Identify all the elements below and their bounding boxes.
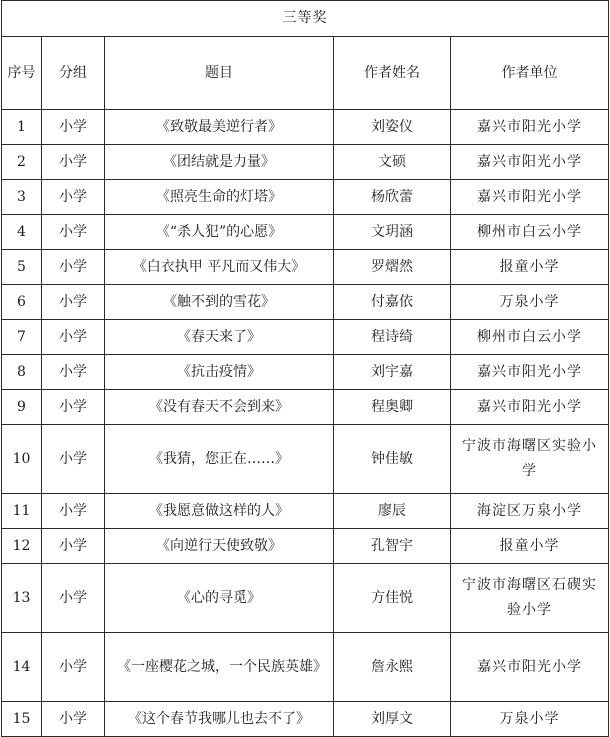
header-topic: 题目 (105, 37, 334, 110)
cell-author: 文玥涵 (334, 215, 451, 250)
cell-seq: 12 (2, 529, 42, 564)
cell-group: 小学 (42, 250, 105, 285)
header-unit: 作者单位 (451, 37, 609, 110)
cell-group: 小学 (42, 390, 105, 425)
cell-author: 钟佳敏 (334, 425, 451, 494)
cell-topic: 《我猜，您正在……》 (105, 425, 334, 494)
cell-unit: 报童小学 (451, 250, 609, 285)
cell-group: 小学 (42, 494, 105, 529)
cell-topic: 《“杀人犯”的心愿》 (105, 215, 334, 250)
cell-group: 小学 (42, 355, 105, 390)
cell-seq: 8 (2, 355, 42, 390)
cell-seq: 13 (2, 564, 42, 633)
table-row (2, 425, 609, 494)
cell-group: 小学 (42, 145, 105, 180)
cell-unit: 柳州市白云小学 (451, 215, 609, 250)
cell-author: 廖辰 (334, 494, 451, 529)
cell-author: 詹永熙 (334, 633, 451, 702)
header-seq: 序号 (2, 37, 42, 110)
table-row (2, 285, 609, 320)
table-row (2, 494, 609, 529)
table-row (2, 145, 609, 180)
table-row (2, 355, 609, 390)
cell-author: 刘宇嘉 (334, 355, 451, 390)
cell-seq: 1 (2, 110, 42, 145)
cell-author: 付嘉依 (334, 285, 451, 320)
cell-topic: 《触不到的雪花》 (105, 285, 334, 320)
cell-author: 孔智宇 (334, 529, 451, 564)
table-row (2, 390, 609, 425)
cell-unit: 宁波市海曙区实验小学 (451, 425, 609, 494)
table-row (2, 633, 609, 702)
cell-seq: 10 (2, 425, 42, 494)
cell-topic: 《我愿意做这样的人》 (105, 494, 334, 529)
table-row (2, 250, 609, 285)
cell-topic: 《这个春节我哪儿也去不了》 (105, 702, 334, 737)
cell-seq: 14 (2, 633, 42, 702)
cell-topic: 《心的寻觅》 (105, 564, 334, 633)
cell-group: 小学 (42, 320, 105, 355)
cell-topic: 《团结就是力量》 (105, 145, 334, 180)
cell-seq: 2 (2, 145, 42, 180)
cell-group: 小学 (42, 425, 105, 494)
table-row (2, 180, 609, 215)
cell-topic: 《春天来了》 (105, 320, 334, 355)
cell-topic: 《抗击疫情》 (105, 355, 334, 390)
table-row (2, 320, 609, 355)
award-table (1, 0, 609, 737)
cell-author: 刘厚文 (334, 702, 451, 737)
cell-unit: 嘉兴市阳光小学 (451, 180, 609, 215)
cell-author: 方佳悦 (334, 564, 451, 633)
cell-unit: 嘉兴市阳光小学 (451, 633, 609, 702)
table-row (2, 110, 609, 145)
cell-author: 杨欣蕾 (334, 180, 451, 215)
cell-seq: 7 (2, 320, 42, 355)
cell-topic: 《照亮生命的灯塔》 (105, 180, 334, 215)
table-row (2, 529, 609, 564)
cell-group: 小学 (42, 110, 105, 145)
cell-seq: 9 (2, 390, 42, 425)
cell-group: 小学 (42, 529, 105, 564)
cell-group: 小学 (42, 633, 105, 702)
cell-seq: 3 (2, 180, 42, 215)
cell-group: 小学 (42, 702, 105, 737)
cell-unit: 嘉兴市阳光小学 (451, 145, 609, 180)
cell-group: 小学 (42, 215, 105, 250)
cell-unit: 柳州市白云小学 (451, 320, 609, 355)
cell-author: 罗熠然 (334, 250, 451, 285)
cell-topic: 《白衣执甲 平凡而又伟大》 (105, 250, 334, 285)
cell-unit: 嘉兴市阳光小学 (451, 390, 609, 425)
cell-seq: 11 (2, 494, 42, 529)
cell-group: 小学 (42, 285, 105, 320)
cell-author: 程诗绮 (334, 320, 451, 355)
table-row (2, 215, 609, 250)
cell-topic: 《致敬最美逆行者》 (105, 110, 334, 145)
cell-author: 刘姿仪 (334, 110, 451, 145)
cell-group: 小学 (42, 180, 105, 215)
award-table-container (1, 0, 609, 737)
cell-author: 程奥卿 (334, 390, 451, 425)
cell-unit: 报童小学 (451, 529, 609, 564)
cell-seq: 5 (2, 250, 42, 285)
header-author: 作者姓名 (334, 37, 451, 110)
cell-unit: 万泉小学 (451, 285, 609, 320)
cell-group: 小学 (42, 564, 105, 633)
cell-seq: 4 (2, 215, 42, 250)
cell-unit: 海淀区万泉小学 (451, 494, 609, 529)
cell-seq: 15 (2, 702, 42, 737)
cell-topic: 《没有春天不会到来》 (105, 390, 334, 425)
cell-seq: 6 (2, 285, 42, 320)
table-title: 三等奖 (2, 1, 609, 37)
title-row (2, 1, 609, 37)
table-row (2, 564, 609, 633)
cell-topic: 《向逆行天使致敬》 (105, 529, 334, 564)
header-row (2, 37, 609, 110)
cell-unit: 宁波市海曙区石碶实验小学 (451, 564, 609, 633)
header-group: 分组 (42, 37, 105, 110)
cell-unit: 万泉小学 (451, 702, 609, 737)
cell-topic: 《一座樱花之城，一个民族英雄》 (105, 633, 334, 702)
cell-author: 文硕 (334, 145, 451, 180)
cell-unit: 嘉兴市阳光小学 (451, 110, 609, 145)
cell-unit: 嘉兴市阳光小学 (451, 355, 609, 390)
table-row (2, 702, 609, 737)
